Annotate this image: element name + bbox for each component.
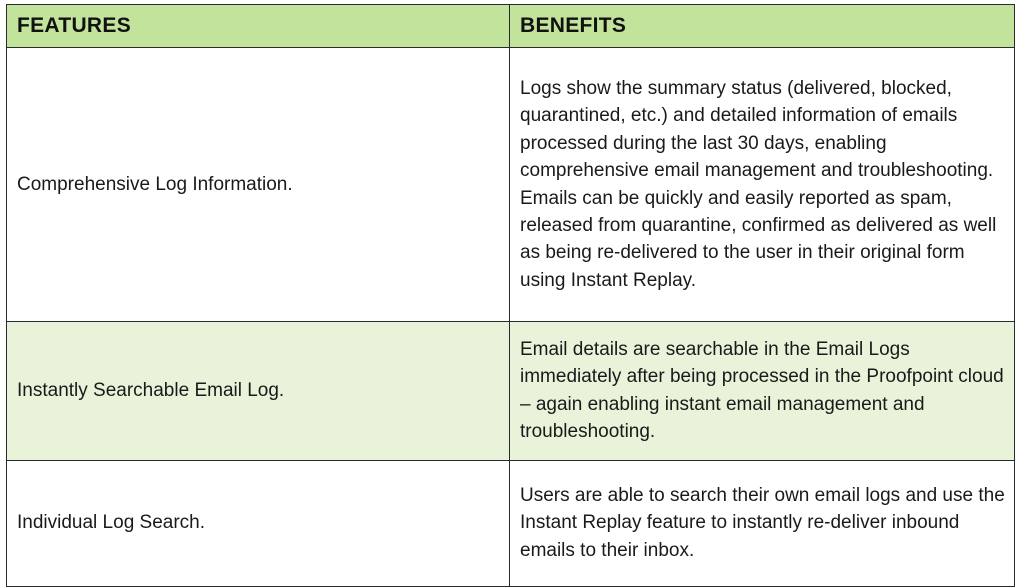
benefits-column-header: BENEFITS [510,5,1015,48]
feature-cell: Comprehensive Log Information. [7,48,510,322]
benefit-paragraph: Email details are searchable in the Email Logs immediately after being processed in the Proofpoint cloud – again enabling instant email management and troubleshooting. [520,339,1004,443]
table-row [7,48,1015,322]
benefit-cell [510,460,1015,586]
table-row [7,322,1015,461]
feature-cell: Individual Log Search. [7,460,510,586]
benefit-cell [510,322,1015,461]
table-header-row [7,5,1015,48]
features-benefits-table [6,4,1015,587]
table-row [7,460,1015,586]
benefit-cell [510,48,1015,322]
feature-cell: Instantly Searchable Email Log. [7,322,510,461]
benefit-paragraph: Users are able to search their own email logs and use the Instant Replay feature to instantly re-deliver inbound emails to their inbox. [520,485,1005,561]
benefit-paragraph: Logs show the summary status (delivered, blocked, quarantined, etc.) and detailed information of emails processed during the last 30 days, enabling comprehensive email management and troubleshooting. [520,77,994,182]
features-column-header: FEATURES [7,5,510,48]
features-benefits-table-container [6,4,1014,587]
benefit-paragraph: Emails can be quickly and easily reported as spam, released from quarantine, confirmed as delivered as well as being re-delivered to the user in their original form using Instant Replay. [520,187,997,291]
